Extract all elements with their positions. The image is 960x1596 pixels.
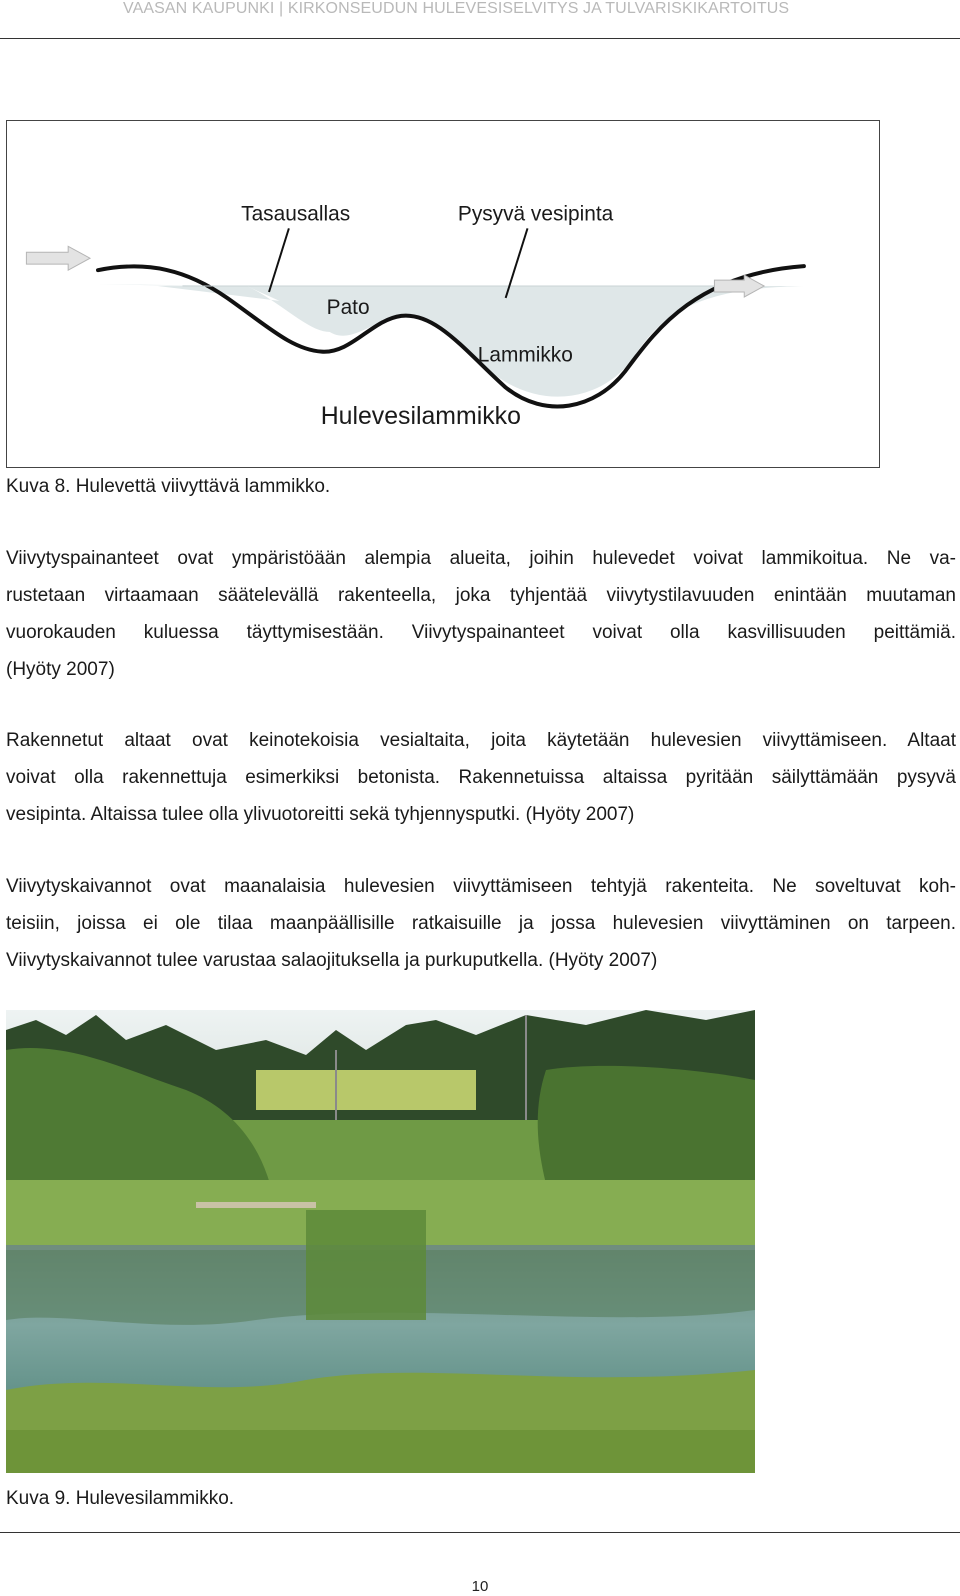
paragraph-line: Viivytyskaivannot ovat maanalaisia hulevesien viivyttämiseen tehtyjä rakenteita. Ne soveltuvat koh- (6, 876, 956, 897)
header-rule (0, 38, 960, 39)
label-tasausallas: Tasausallas (241, 202, 351, 226)
running-title: VAASAN KAUPUNKI | KIRKONSEUDUN HULEVESISELVITYS JA TULVARISKIKARTOITUS (123, 0, 790, 17)
leader-tasausallas (269, 228, 289, 292)
figure-8-caption: Kuva 8. Hulevettä viivyttävä lammikko. (6, 476, 331, 497)
paragraph-viivytyskaivannot (6, 868, 956, 979)
foreground-grass-base (6, 1430, 755, 1473)
pond-diagram (6, 120, 880, 468)
paragraph-line: teisiin, joissa ei ole tilaa maanpäällisille ratkaisuille ja jossa hulevesien viivyttäminen on tarpeen. (6, 913, 956, 934)
water-area (98, 284, 804, 397)
label-lammikko: Lammikko (477, 343, 573, 367)
inflow-arrow (26, 246, 90, 270)
paragraph-line: vuorokauden kuluessa täyttymisestään. Viivytyspainanteet voivat olla kasvillisuuden peittämiä. (6, 622, 956, 643)
pond-photo (6, 1010, 755, 1473)
paragraph-line: vesipinta. Altaissa tulee olla ylivuotoreitti sekä tyhjennysputki. (Hyöty 2007) (6, 804, 635, 825)
figure-9-caption: Kuva 9. Hulevesilammikko. (6, 1488, 235, 1509)
paragraph-line: Viivytyspainanteet ovat ympäristöään alempia alueita, joihin hulevedet voivat lammikoitua. Ne va- (6, 548, 956, 569)
label-pato: Pato (326, 295, 370, 319)
field (256, 1070, 476, 1110)
diagram-title: Hulevesilammikko (320, 403, 521, 431)
label-pysyva-vesipinta: Pysyvä vesipinta (457, 202, 614, 226)
paragraph-line: Rakennetut altaat ovat keinotekoisia vesialtaita, joita käytetään hulevesien viivyttämiseen. Altaat (6, 730, 956, 751)
paragraph-line: Viivytyskaivannot tulee varustaa salaojituksella ja purkuputkella. (Hyöty 2007) (6, 950, 658, 971)
paragraph-line: (Hyöty 2007) (6, 659, 115, 680)
paragraph-viivytyspainanteet (6, 540, 956, 688)
reeds (306, 1210, 426, 1320)
paragraph-rakennetut-altaat (6, 722, 956, 833)
footer-rule (0, 1532, 960, 1533)
boardwalk (196, 1202, 316, 1208)
paragraph-line: voivat olla rakennettuja esimerkiksi betonista. Rakennetuissa altaissa pyritään säilyttämään pysyvä (6, 767, 956, 788)
page-number: 10 (471, 1578, 489, 1595)
running-header (0, 0, 960, 40)
paragraph-line: rustetaan virtaamaan säätelevällä rakenteella, joka tyhjentää viivytystilavuuden enintään muutaman (6, 585, 956, 606)
